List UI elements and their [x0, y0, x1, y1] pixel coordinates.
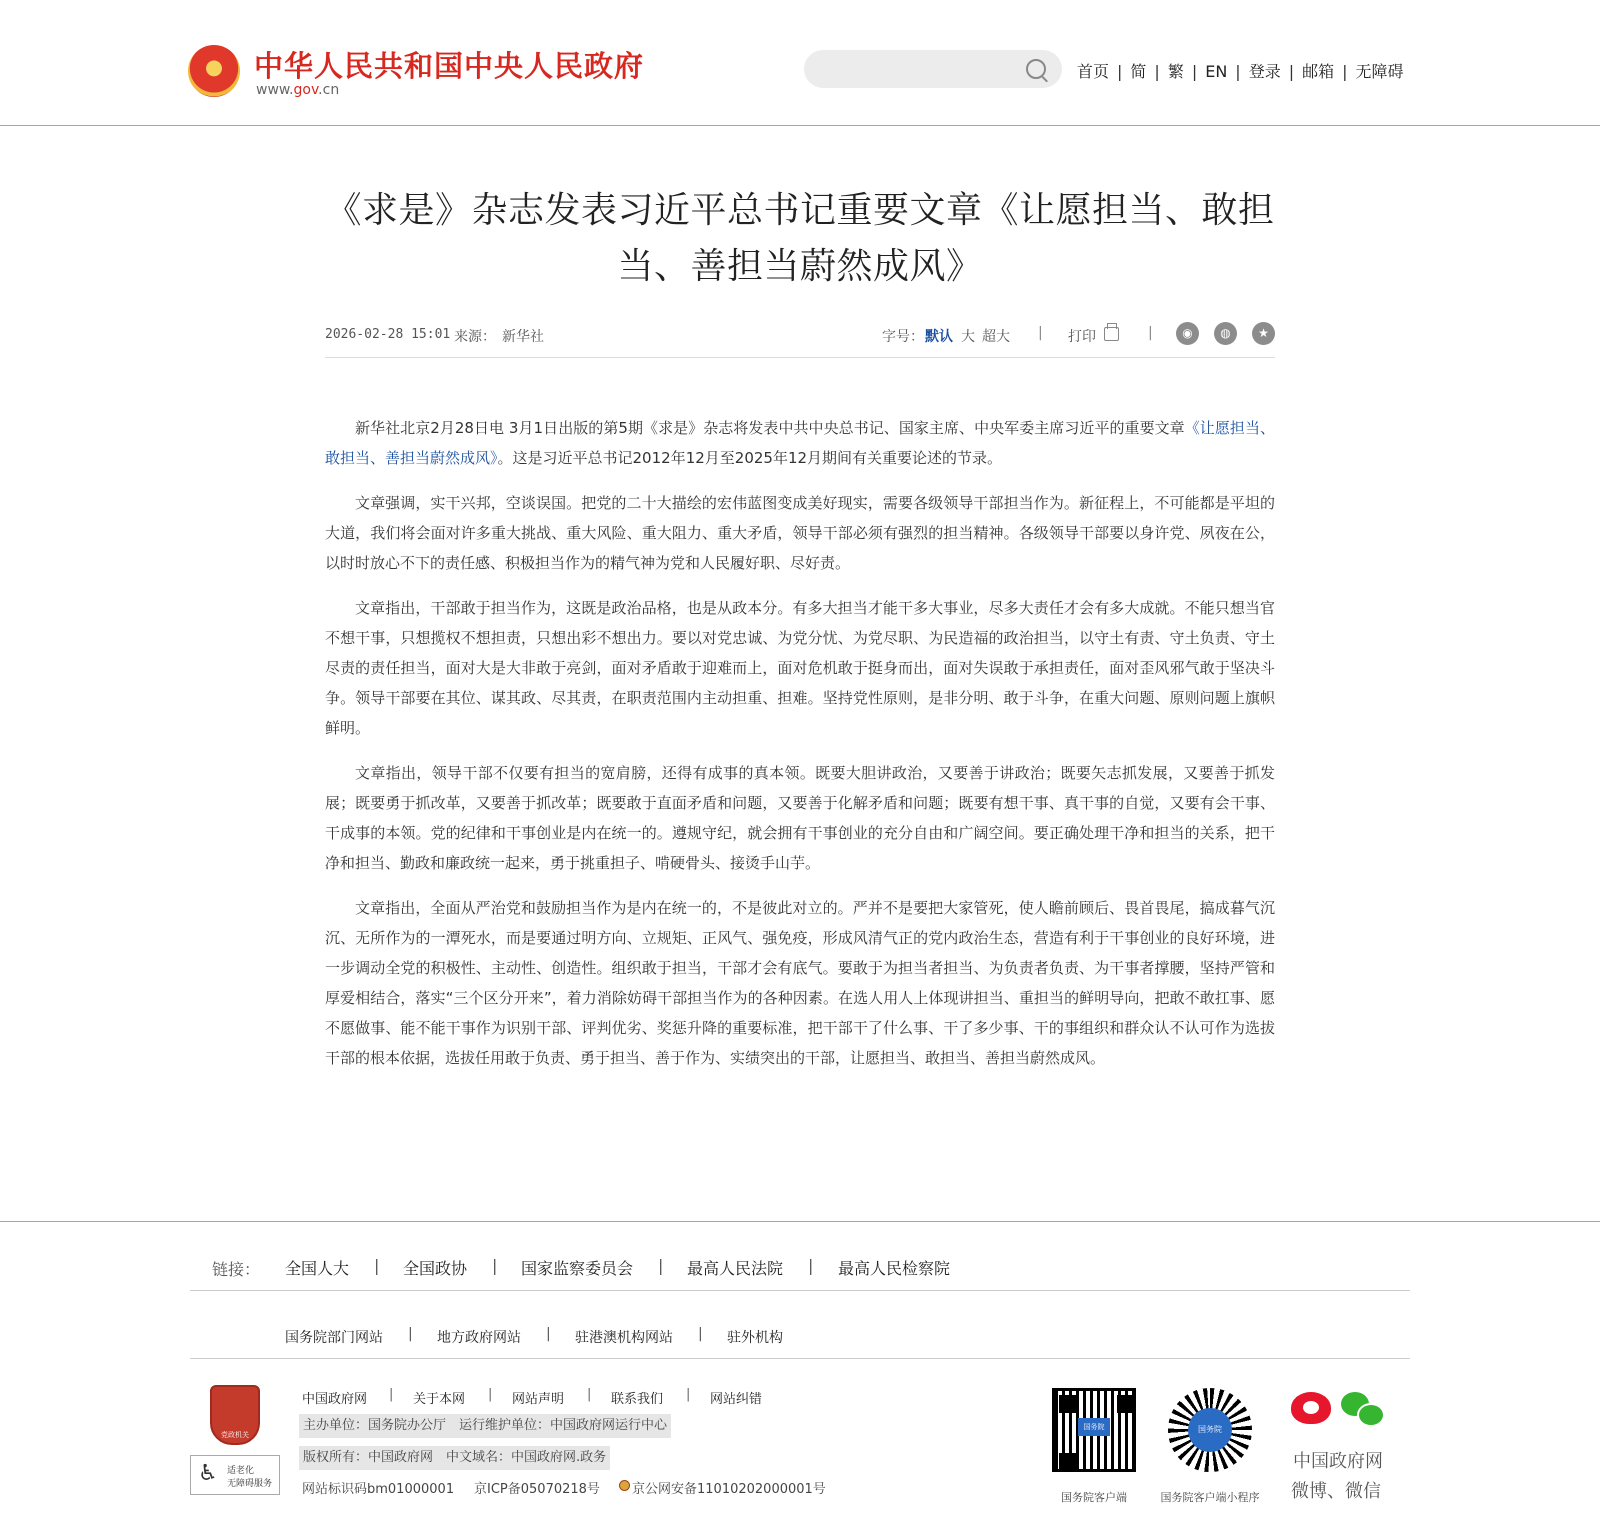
- link-supreme-court[interactable]: 最高人民法院: [687, 1259, 784, 1278]
- party-badge-text: 党政机关: [221, 1431, 249, 1439]
- copyright-info: 版权所有：中国政府网 中文域名：中国政府网.政务: [299, 1446, 610, 1470]
- nav-traditional[interactable]: 繁: [1167, 62, 1184, 81]
- nav-login[interactable]: 登录: [1248, 62, 1281, 81]
- link-hk-macao[interactable]: 驻港澳机构网站: [575, 1330, 673, 1346]
- weibo-icon[interactable]: [1291, 1392, 1331, 1424]
- meta-separator: |: [1038, 325, 1043, 341]
- article-title: 《求是》杂志发表习近平总书记重要文章《让愿担当、敢担当、善担当蔚然成风》: [325, 190, 1275, 287]
- weibo-share-icon[interactable]: ◉: [1176, 322, 1199, 345]
- link-separator: |: [374, 1256, 380, 1275]
- publish-date: 2026-02-28 15:01: [325, 327, 451, 342]
- font-size-xlarge-button[interactable]: 超大: [982, 329, 1010, 345]
- footer-link-statement[interactable]: 网站声明: [512, 1392, 565, 1407]
- qr-center-logo: 国务院: [1078, 1418, 1110, 1436]
- domain-mid: gov: [293, 82, 319, 98]
- footer-link-home[interactable]: 中国政府网: [302, 1392, 368, 1407]
- site-domain: [256, 82, 339, 98]
- link-local-gov[interactable]: 地方政府网站: [437, 1330, 521, 1346]
- article-paragraph: 文章强调，实干兴邦，空谈误国。把党的二十大描绘的宏伟蓝图变成美好现实，需要各级领导干部担当作为。新征程上，不可能都是平坦的大道，我们将会面对许多重大挑战、重大风险、重大阻力、重大矛盾，领导干部必须有强烈的担当精神。各级领导干部要以身许党、夙夜在公，以时时放心不下的责任感、积极担当作为的精气神为党和人民履好职、尽好责。: [325, 494, 1275, 572]
- article-paragraph: 文章指出，全面从严治党和鼓励担当作为是内在统一的，不是彼此对立的。严并不是要把大家管死，使人瞻前顾后、畏首畏尾，搞成暮气沉沉、无所作为的一潭死水，而是要通过明方向、立规矩、正风气、强免疫，形成风清气正的党内政治生态，营造有利于干事创业的良好环境，进一步调动全党的积极性、主动性、创造性。组织敢于担当，干部才会有底气。要敢于为担当者担当、为负责者负责、为干事者撑腰，坚持严管和厚爱相结合，落实“三个区分开来”，着力消除妨碍干部担当作为的各种因素。在选人用人上体现讲担当、重担当的鲜明导向，把敢不敢扛事、愿不愿做事、能不能干事作为识别干部、评判优劣、奖惩升降的重要标准，把干部干了什么事、干了多少事、干的事组织和群众认不认可作为选拔干部的根本依据，选拔任用敢于负责、勇于担当、善于作为、实绩突出的干部，让愿担当、敢担当、善担当蔚然成风。: [325, 899, 1275, 1067]
- font-size-label: 字号：: [882, 329, 924, 345]
- police-badge-icon: [619, 1480, 630, 1491]
- footer-divider: [190, 1358, 1410, 1359]
- wechat-icon[interactable]: [1341, 1392, 1381, 1426]
- link-separator: |: [492, 1256, 498, 1275]
- link-cppcc[interactable]: 全国政协: [403, 1259, 468, 1278]
- footer-link-contact[interactable]: 联系我们: [611, 1392, 664, 1407]
- source-label: 来源：: [454, 329, 496, 345]
- link-procuratorate[interactable]: 最高人民检察院: [838, 1259, 951, 1278]
- site-title[interactable]: 中华人民共和国中央人民政府: [254, 49, 645, 83]
- link-state-council-depts[interactable]: 国务院部门网站: [285, 1330, 383, 1346]
- police-record-link[interactable]: 京公网安备11010202000001号: [632, 1482, 826, 1497]
- article-paragraph: 文章指出，干部敢于担当作为，这既是政治品格，也是从政本分。有多大担当才能干多大事业，尽多大责任才会有多大成就。不能只想当官不想干事，只想揽权不想担责，只想出彩不想出力。要以对党忠诚、为党分忧、为党尽职、为民造福的政治担当，以守土有责、守土负责、守土尽责的责任担当，面对大是大非敢于亮剑，面对矛盾敢于迎难而上，面对危机敢于挺身而出，面对失误敢于承担责任，面对歪风邪气敢于坚决斗争。领导干部要在其位、谋其政、尽其责，在职责范围内主动担重、担难。坚持党性原则，是非分明、敢于斗争，在重大问题、原则问题上旗帜鲜明。: [325, 599, 1275, 737]
- domain-prefix: www.: [256, 82, 294, 98]
- font-size-default-button[interactable]: 默认: [925, 329, 953, 345]
- accessibility-label: 适老化: [227, 1466, 255, 1476]
- links-label: 链接：: [212, 1260, 261, 1279]
- footer-divider: [0, 1221, 1600, 1222]
- footer-link-report-error[interactable]: 网站纠错: [710, 1392, 763, 1407]
- lead-text: 新华社北京2月28日电 3月1日出版的第5期《求是》杂志将发表中共中央总书记、国家主席、中央军委主席习近平的重要文章: [355, 419, 1185, 437]
- nav-separator: |: [1191, 62, 1198, 81]
- qr-center-logo: 国务院: [1188, 1408, 1232, 1452]
- icp-record-link[interactable]: 京ICP备05070218号: [474, 1482, 600, 1497]
- printer-icon[interactable]: [1104, 327, 1119, 341]
- footer-separator: |: [488, 1387, 493, 1402]
- wechat-share-icon[interactable]: ◍: [1214, 322, 1237, 345]
- social-label: 中国政府网: [1293, 1451, 1383, 1472]
- nav-separator: |: [1235, 62, 1241, 81]
- favorite-icon[interactable]: ★: [1252, 322, 1275, 345]
- link-separator: |: [698, 1326, 703, 1342]
- footer-separator: |: [686, 1387, 691, 1402]
- lead-text-end: 。这是习近平总书记2012年12月至2025年12月期间有关重要论述的节录。: [497, 449, 1003, 467]
- footer-separator: |: [389, 1387, 394, 1402]
- search-input[interactable]: [804, 50, 1062, 88]
- nav-home[interactable]: 首页: [1077, 62, 1110, 81]
- nav-separator: |: [1288, 62, 1295, 81]
- wheelchair-icon: ♿: [198, 1461, 218, 1486]
- nav-english[interactable]: EN: [1205, 62, 1228, 81]
- link-separator: |: [546, 1326, 551, 1342]
- top-nav: [1077, 59, 1404, 82]
- print-button[interactable]: 打印: [1068, 329, 1096, 345]
- nav-separator: |: [1117, 62, 1123, 81]
- meta-divider: [325, 357, 1275, 358]
- host-info: 主办单位：国务院办公厅 运行维护单位：中国政府网运行中心: [299, 1414, 671, 1438]
- site-id: 网站标识码bm01000001: [302, 1482, 455, 1497]
- social-label: 微博、微信: [1291, 1481, 1381, 1502]
- footer-separator: |: [587, 1387, 592, 1402]
- font-size-large-button[interactable]: 大: [961, 329, 975, 345]
- miniprogram-qr-label: 国务院客户端小程序: [1160, 1491, 1260, 1504]
- link-npc[interactable]: 全国人大: [285, 1259, 350, 1278]
- accessibility-label: 无障碍服务: [227, 1479, 273, 1489]
- meta-separator: |: [1148, 325, 1153, 341]
- nav-separator: |: [1154, 62, 1160, 81]
- footer-link-about[interactable]: 关于本网: [413, 1392, 466, 1407]
- nav-accessibility[interactable]: 无障碍: [1355, 62, 1404, 81]
- link-separator: |: [658, 1256, 664, 1275]
- article-link[interactable]: 《让愿担当、敢担当、善担当蔚然成风》: [325, 419, 1275, 467]
- footer-divider: [190, 1290, 1410, 1291]
- nav-mail[interactable]: 邮箱: [1302, 62, 1335, 81]
- nav-simplified[interactable]: 简: [1130, 62, 1147, 81]
- source-name: 新华社: [502, 329, 544, 345]
- national-emblem-logo[interactable]: [188, 45, 240, 97]
- link-overseas[interactable]: 驻外机构: [727, 1330, 783, 1346]
- domain-suffix: .cn: [318, 82, 340, 98]
- app-qr-label: 国务院客户端: [1061, 1491, 1127, 1504]
- link-separator: |: [808, 1256, 814, 1275]
- article-paragraph: 文章指出，领导干部不仅要有担当的宽肩膀，还得有成事的真本领。既要大胆讲政治，又要善于讲政治；既要矢志抓发展，又要善于抓发展；既要勇于抓改革，又要善于抓改革；既要敢于直面矛盾和问题，又要善于化解矛盾和问题；既要有想干事、真干事的自觉，又要有会干事、干成事的本领。党的纪律和干事创业是内在统一的。遵规守纪，就会拥有干事创业的充分自由和广阔空间。要正确处理干净和担当的关系，把干净和担当、勤政和廉政统一起来，勇于挑重担子、啃硬骨头、接烫手山芋。: [325, 764, 1275, 872]
- nav-separator: |: [1342, 62, 1348, 81]
- search-icon[interactable]: [1026, 59, 1046, 79]
- article-body: [325, 413, 1275, 1088]
- article-paragraph: [325, 413, 1275, 473]
- link-separator: |: [408, 1326, 413, 1342]
- link-nsc[interactable]: 国家监察委员会: [521, 1259, 634, 1278]
